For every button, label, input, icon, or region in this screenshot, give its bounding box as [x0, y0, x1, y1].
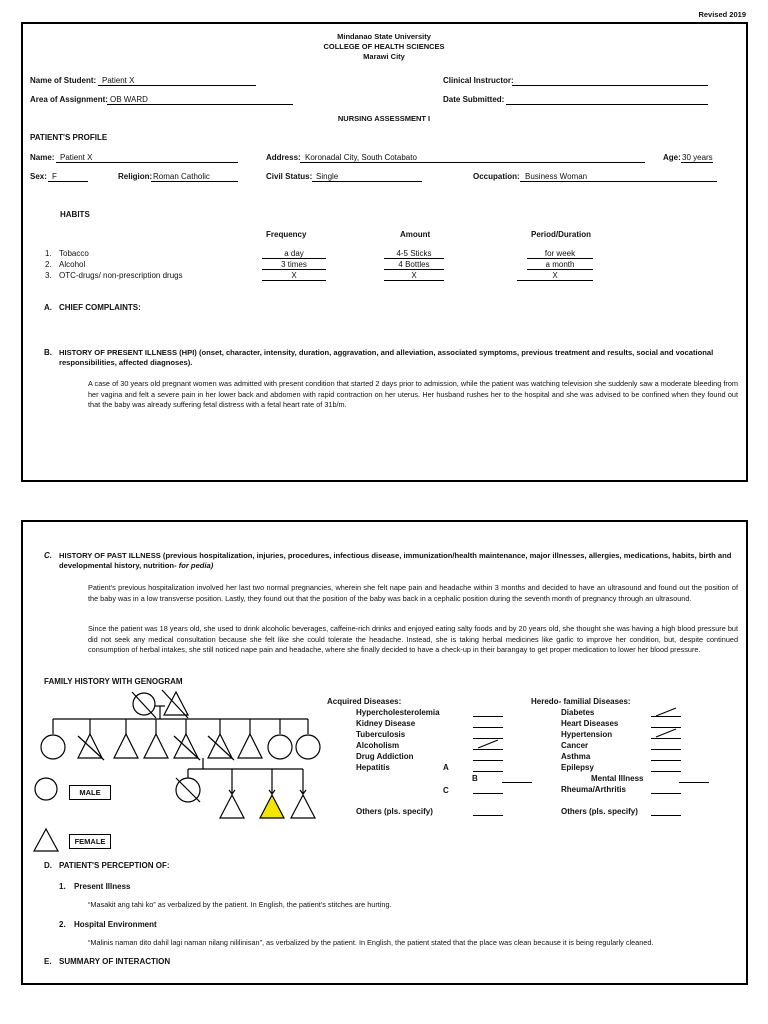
- habit-row-2-period: a month: [545, 260, 575, 269]
- acquired-line-6: [473, 771, 503, 772]
- occupation-line: [520, 181, 717, 182]
- instructor-line: [512, 85, 708, 86]
- habit-row-2-num: 2.: [45, 260, 52, 269]
- perception-letter: D.: [44, 861, 52, 870]
- legend-male-label: MALE: [69, 785, 111, 800]
- legend-triangle-icon: [33, 827, 63, 853]
- civil-status-line: [312, 181, 422, 182]
- hpp-letter: C.: [44, 551, 52, 560]
- acquired-item-2: Kidney Disease: [356, 719, 416, 728]
- acquired-item-3: Tuberculosis: [356, 730, 406, 739]
- legend-female-label: FEMALE: [69, 834, 111, 849]
- heredo-item-3: Hypertension: [561, 730, 613, 739]
- heredo-item-6: Epilepsy: [561, 763, 594, 772]
- genogram-sibling-8: [268, 735, 292, 759]
- perception-item-2-text: “Malinis naman dito dahil lagi naman nilang nililinisan”, as verbalized by the patient. In English, the patient stated that the place was clean because it is being regularly cleaned.: [88, 938, 654, 947]
- perception-heading: PATIENT'S PERCEPTION OF:: [59, 861, 170, 870]
- sex-line: [48, 181, 88, 182]
- habit-row-3-label: OTC-drugs/ non-prescription drugs: [59, 271, 183, 280]
- hpi-letter: B.: [44, 348, 52, 357]
- hpp-heading: [59, 551, 741, 571]
- acquired-others-label: Others (pls. specify): [356, 807, 433, 816]
- genogram-sibling-1: [41, 735, 65, 759]
- heredo-item-4: Cancer: [561, 741, 589, 750]
- family-history-heading: FAMILY HISTORY WITH GENOGRAM: [44, 677, 183, 686]
- instructor-label: Clinical Instructor:: [443, 76, 514, 85]
- heredo-item-1: Diabetes: [561, 708, 595, 717]
- acquired-others-line: [473, 815, 503, 816]
- habit-row-3-amount-line: [384, 280, 444, 281]
- habit-row-2-label: Alcohol: [59, 260, 86, 269]
- habit-row-2-frequency: 3 times: [281, 260, 307, 269]
- habit-row-1-amount: 4-5 Sticks: [396, 249, 432, 258]
- genogram-patient: [260, 795, 284, 818]
- hpp-paragraph-1: Patient's previous hospitalization involved her last two normal pregnancies, wherein she felt nape pain and headache within 3 months and decided to have an ultrasound and found out the position of the baby was in a low transverse position. Lastly, they found out that the position of the baby was back in a cephalic position during the seventh month of pregnancy through an ultrasound.: [88, 583, 738, 603]
- chief-complaints-letter: A.: [44, 303, 52, 312]
- habit-row-1-amount-line: [384, 258, 444, 259]
- age-label: Age:: [663, 153, 681, 162]
- genogram: [28, 686, 338, 856]
- habit-row-1-num: 1.: [45, 249, 52, 258]
- heredo-item-5: Asthma: [561, 752, 591, 761]
- address-value: Koronadal City, South Cotabato: [305, 153, 417, 162]
- civil-status-value: Single: [316, 172, 339, 181]
- perception-item-2-label: Hospital Environment: [74, 920, 157, 929]
- habit-row-1-frequency: a day: [284, 249, 304, 258]
- habit-row-3-frequency: X: [291, 271, 297, 280]
- heredo-others-label: Others (pls. specify): [561, 807, 638, 816]
- habit-row-2-frequency-line: [262, 269, 326, 270]
- habit-row-3-frequency-line: [262, 280, 326, 281]
- heredo-line-8: [651, 793, 681, 794]
- acquired-line-b: [502, 782, 532, 783]
- heredo-line-5: [651, 760, 681, 761]
- habit-row-3-period: X: [552, 271, 558, 280]
- heredo-item-7: Mental Illness: [591, 774, 644, 783]
- habit-row-3-period-line: [517, 280, 593, 281]
- habit-row-1-frequency-line: [262, 258, 326, 259]
- chief-complaints-heading: CHIEF COMPLAINTS:: [59, 303, 141, 312]
- heredo-line-4: [651, 749, 681, 750]
- university-name: Mindanao State University: [337, 32, 431, 41]
- acquired-line-5: [473, 760, 503, 761]
- summary-heading: SUMMARY OF INTERACTION: [59, 957, 171, 966]
- occupation-value: Business Woman: [525, 172, 588, 181]
- acquired-item-6: Hepatitis: [356, 763, 390, 772]
- sex-label: Sex:: [30, 172, 47, 181]
- heredo-heading: Heredo- familial Diseases:: [531, 697, 631, 706]
- profile-name-value: Patient X: [60, 153, 93, 162]
- date-submitted-line: [506, 104, 708, 105]
- revised-label: Revised 2019: [698, 10, 746, 19]
- hepatitis-letter-c: C: [443, 786, 449, 795]
- sex-value: F: [52, 172, 57, 181]
- age-value: 30 years: [682, 153, 713, 162]
- religion-line: [151, 181, 238, 182]
- religion-value: Roman Catholic: [153, 172, 210, 181]
- heredo-item-8: Rheuma/Arthritis: [561, 785, 626, 794]
- student-name-line: [98, 85, 256, 86]
- city-name: Marawi City: [363, 52, 405, 61]
- acquired-heading: Acquired Diseases:: [327, 697, 402, 706]
- acquired-item-4: Alcoholism: [356, 741, 400, 750]
- diabetes-check-mark: [654, 706, 680, 718]
- legend-circle-icon: [33, 776, 63, 806]
- hepatitis-letter-b: B: [472, 774, 478, 783]
- habit-row-1-period-line: [527, 258, 593, 259]
- college-name: COLLEGE OF HEALTH SCIENCES: [323, 42, 445, 51]
- hepatitis-letter-a: A: [443, 763, 449, 772]
- genogram-sibling-4: [144, 734, 168, 758]
- habit-row-3-amount: X: [411, 271, 417, 280]
- habits-col-amount: Amount: [400, 230, 431, 239]
- summary-letter: E.: [44, 957, 52, 966]
- hpi-heading: HISTORY OF PRESENT ILLNESS (HPI) (onset, character, intensity, duration, aggravation, and alleviation, associated symptoms, previous treatment and results, social and vocational responsibilities, affected diagnoses).: [59, 348, 714, 367]
- profile-heading: PATIENT'S PROFILE: [30, 133, 108, 142]
- genogram-sibling-9: [296, 735, 320, 759]
- habit-row-1-label: Tobacco: [59, 249, 89, 258]
- address-line: [300, 162, 645, 163]
- hpp-heading-italic: for pedia): [178, 561, 214, 570]
- perception-item-1-label: Present Illness: [74, 882, 131, 891]
- habits-col-period: Period/Duration: [531, 230, 592, 239]
- area-label: Area of Assignment:: [30, 95, 108, 104]
- civil-status-label: Civil Status:: [266, 172, 313, 181]
- acquired-line-2: [473, 727, 503, 728]
- hpp-heading-text: HISTORY OF PAST ILLNESS (previous hospitalization, injuries, procedures, infectious disease, immunization/health maintenance, major illnesses, allergies, medications, habits, birth and developmental history, nutrition-: [59, 551, 732, 570]
- student-name-value: Patient X: [102, 76, 135, 85]
- alcoholism-check-mark: [476, 738, 502, 750]
- occupation-label: Occupation:: [473, 172, 520, 181]
- age-line: [681, 162, 713, 163]
- acquired-item-5: Drug Addiction: [356, 752, 414, 761]
- hpp-paragraph-2: Since the patient was 18 years old, she used to drink alcoholic beverages, caffeine-rich drinks and enjoyed eating salty foods and by 20 years old, she thought she was having a high blood pressure but did not seek any medical consultation because she felt like she could tolerate the headache. Instead, she is taking herbal medicines like garlic to improve her condition, but, despite continued consumption of herbal intakes, she still noticed nape pain and headache, where she finally decided to have a check-up in their barangay to get proper medication to lower her blood pressure.: [88, 624, 738, 654]
- profile-name-line: [56, 162, 238, 163]
- hypertension-check-mark: [654, 727, 680, 739]
- acquired-line-1: [473, 716, 503, 717]
- habit-row-2-amount: 4 Bottles: [398, 260, 430, 269]
- perception-item-1-text: “Masakit ang tahi ko” as verbalized by the patient. In English, the patient's stitches are hurting.: [88, 900, 392, 909]
- genogram-sibling-3: [114, 734, 138, 758]
- habit-row-1-period: for week: [544, 249, 576, 258]
- date-submitted-label: Date Submitted:: [443, 95, 505, 104]
- student-name-label: Name of Student:: [30, 76, 97, 85]
- habits-heading: HABITS: [60, 210, 90, 219]
- habit-row-3-num: 3.: [45, 271, 52, 280]
- habit-row-2-period-line: [527, 269, 593, 270]
- profile-name-label: Name:: [30, 153, 55, 162]
- heredo-others-line: [651, 815, 681, 816]
- genogram-child-1: [220, 795, 244, 818]
- acquired-item-1: Hypercholesterolemia: [356, 708, 440, 717]
- religion-label: Religion:: [118, 172, 153, 181]
- hpi-text: A case of 30 years old pregnant women was admitted with present condition that started 2 days prior to admission, while the patient was watching television she suddenly saw a moderate bleeding from her vagina and felt a severe pain in her lower back and abdomen with rapid contraction on her uterus. Her husband rushes her to the hospital and she was advised to be confined when they found out that the baby was already suffering fetal distress with a fetal heart rate of 31b/m.: [88, 379, 738, 409]
- area-line: [107, 104, 293, 105]
- heredo-line-7: [679, 782, 709, 783]
- perception-item-2-num: 2.: [59, 920, 66, 929]
- genogram-child-3: [291, 795, 315, 818]
- perception-item-1-num: 1.: [59, 882, 66, 891]
- area-value: OB WARD: [110, 95, 148, 104]
- address-label: Address:: [266, 153, 301, 162]
- acquired-line-c: [473, 793, 503, 794]
- habit-row-2-amount-line: [384, 269, 444, 270]
- form-title: NURSING ASSESSMENT I: [337, 114, 431, 123]
- heredo-item-2: Heart Diseases: [561, 719, 619, 728]
- habits-col-frequency: Frequency: [266, 230, 307, 239]
- genogram-sibling-7: [238, 734, 262, 758]
- heredo-line-6: [651, 771, 681, 772]
